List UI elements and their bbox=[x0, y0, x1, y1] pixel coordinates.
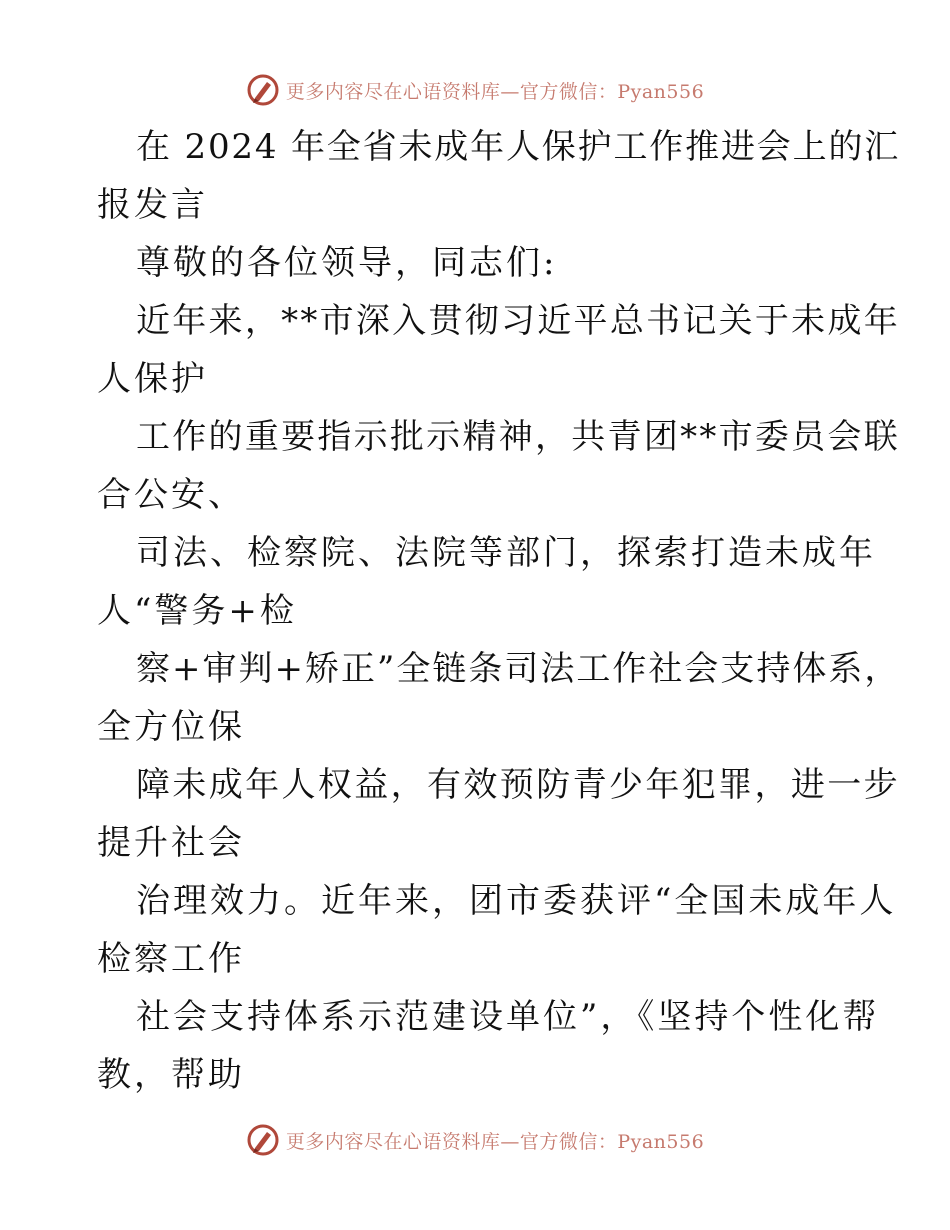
text-line: 社会支持体系示范建设单位”，《坚持个性化帮 bbox=[136, 997, 880, 1037]
text-line: 治理效力。近年来，团市委获评“全国未成年人 bbox=[136, 881, 897, 921]
watermark-text: 更多内容尽在心语资料库—官方微信：Pyan556 bbox=[285, 80, 705, 103]
text-line: 人“警务+检 bbox=[97, 591, 297, 631]
text-line: 在 2024 年全省未成年人保护工作推进会上的汇 bbox=[136, 127, 901, 167]
pen-logo-icon bbox=[246, 1123, 280, 1157]
pen-logo-icon bbox=[246, 73, 280, 107]
text-line: 察+审判+矫正”全链条司法工作社会支持体系， bbox=[136, 649, 901, 689]
watermark-text: 更多内容尽在心语资料库—官方微信：Pyan556 bbox=[285, 1130, 705, 1153]
watermark-group bbox=[246, 1123, 704, 1157]
text-line: 司法、检察院、法院等部门，探索打造未成年 bbox=[136, 533, 876, 573]
text-line: 工作的重要指示批示精神，共青团**市委员会联 bbox=[136, 417, 900, 457]
watermark-group bbox=[246, 73, 704, 107]
text-line: 检察工作 bbox=[97, 939, 245, 979]
text-line: 报发言 bbox=[97, 185, 208, 225]
header-watermark bbox=[0, 70, 950, 110]
text-line: 全方位保 bbox=[97, 707, 245, 747]
footer-watermark bbox=[0, 1120, 950, 1160]
text-line: 人保护 bbox=[97, 359, 208, 399]
text-line: 提升社会 bbox=[97, 823, 245, 863]
text-line: 近年来，**市深入贯彻习近平总书记关于未成年 bbox=[136, 301, 900, 341]
text-line: 合公安、 bbox=[97, 475, 245, 515]
text-line: 尊敬的各位领导，同志们: bbox=[136, 243, 558, 283]
text-line: 教，帮助 bbox=[97, 1055, 245, 1095]
text-line: 障未成年人权益，有效预防青少年犯罪，进一步 bbox=[136, 765, 900, 805]
